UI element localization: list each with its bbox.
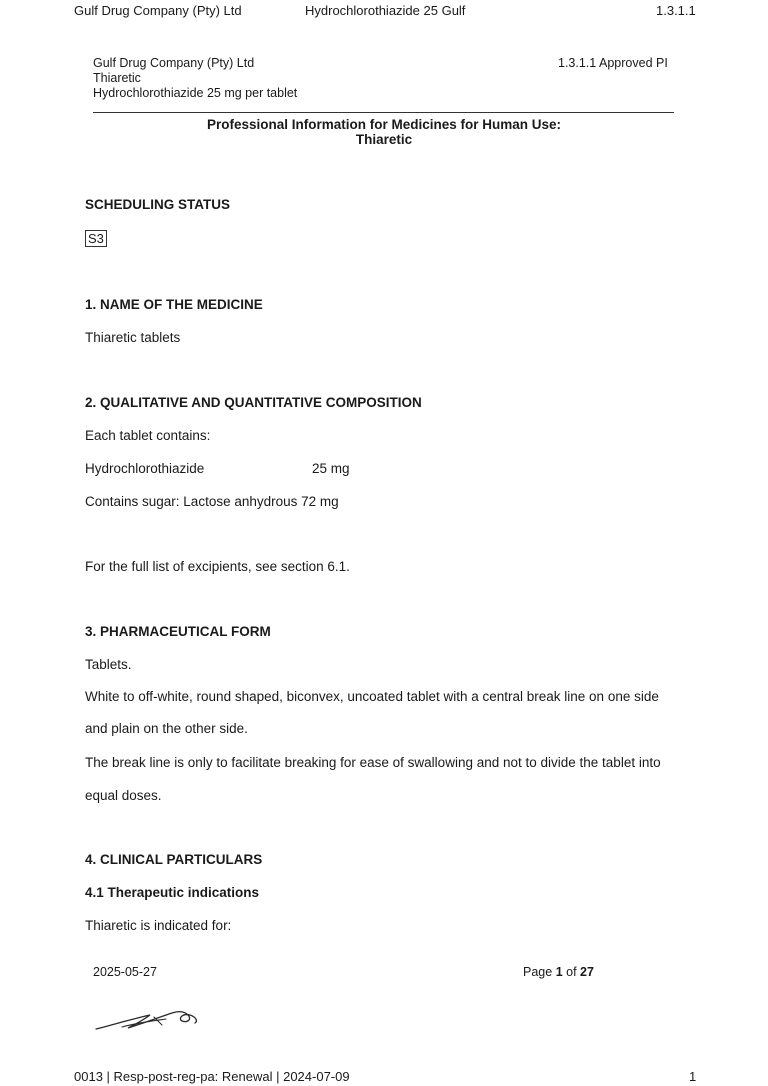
footer-date: 2025-05-27	[93, 965, 157, 979]
doc-header-strength: Hydrochlorothiazide 25 mg per tablet	[93, 86, 298, 100]
document-title: Professional Information for Medicines for Human Use:	[206, 117, 562, 132]
running-header-section: 1.3.1.1	[656, 3, 696, 18]
scheduling-value-box: S3	[85, 230, 107, 247]
section-3-break-line-1: The break line is only to facilitate breaking for ease of swallowing and not to divide the tablet into	[85, 755, 661, 770]
bottom-footer-reference: 0013 | Resp-post-reg-pa: Renewal | 2024-07-09	[74, 1069, 350, 1084]
section-4-1-heading: 4.1 Therapeutic indications	[85, 885, 260, 900]
sugar-content: Contains sugar: Lactose anhydrous 72 mg	[85, 494, 339, 509]
of-label: of	[566, 965, 577, 979]
running-header-product: Hydrochlorothiazide 25 Gulf	[305, 3, 466, 18]
signature-image	[92, 1003, 202, 1035]
section-2-intro: Each tablet contains:	[85, 428, 211, 443]
header-rule	[93, 112, 674, 113]
section-3-form: Tablets.	[85, 657, 132, 672]
section-1-heading: 1. NAME OF THE MEDICINE	[85, 297, 263, 312]
running-header-company: Gulf Drug Company (Pty) Ltd	[74, 3, 242, 18]
section-3-description-line-1: White to off-white, round shaped, biconvex, uncoated tablet with a central break line on one side	[85, 689, 659, 704]
scheduling-heading: SCHEDULING STATUS	[85, 197, 230, 212]
section-2-heading: 2. QUALITATIVE AND QUANTITATIVE COMPOSITION	[85, 395, 422, 410]
page-total: 27	[580, 965, 594, 979]
ingredient-name: Hydrochlorothiazide	[85, 461, 205, 476]
section-3-description-line-2: and plain on the other side.	[85, 721, 248, 736]
section-4-heading: 4. CLINICAL PARTICULARS	[85, 852, 263, 867]
page-counter	[523, 965, 594, 979]
doc-header-company: Gulf Drug Company (Pty) Ltd	[93, 56, 255, 70]
ingredient-amount: 25 mg	[312, 461, 350, 476]
bottom-footer-page: 1	[689, 1069, 697, 1084]
page-label: Page	[523, 965, 553, 979]
section-3-break-line-2: equal doses.	[85, 788, 162, 803]
doc-header-brand: Thiaretic	[93, 71, 141, 85]
doc-header-status: 1.3.1.1 Approved PI	[558, 56, 668, 70]
excipients-reference: For the full list of excipients, see section 6.1.	[85, 559, 350, 574]
section-3-heading: 3. PHARMACEUTICAL FORM	[85, 624, 271, 639]
document-subtitle: Thiaretic	[355, 132, 413, 147]
section-4-1-text: Thiaretic is indicated for:	[85, 918, 232, 933]
section-1-text: Thiaretic tablets	[85, 330, 181, 345]
page-number: 1	[555, 965, 563, 979]
